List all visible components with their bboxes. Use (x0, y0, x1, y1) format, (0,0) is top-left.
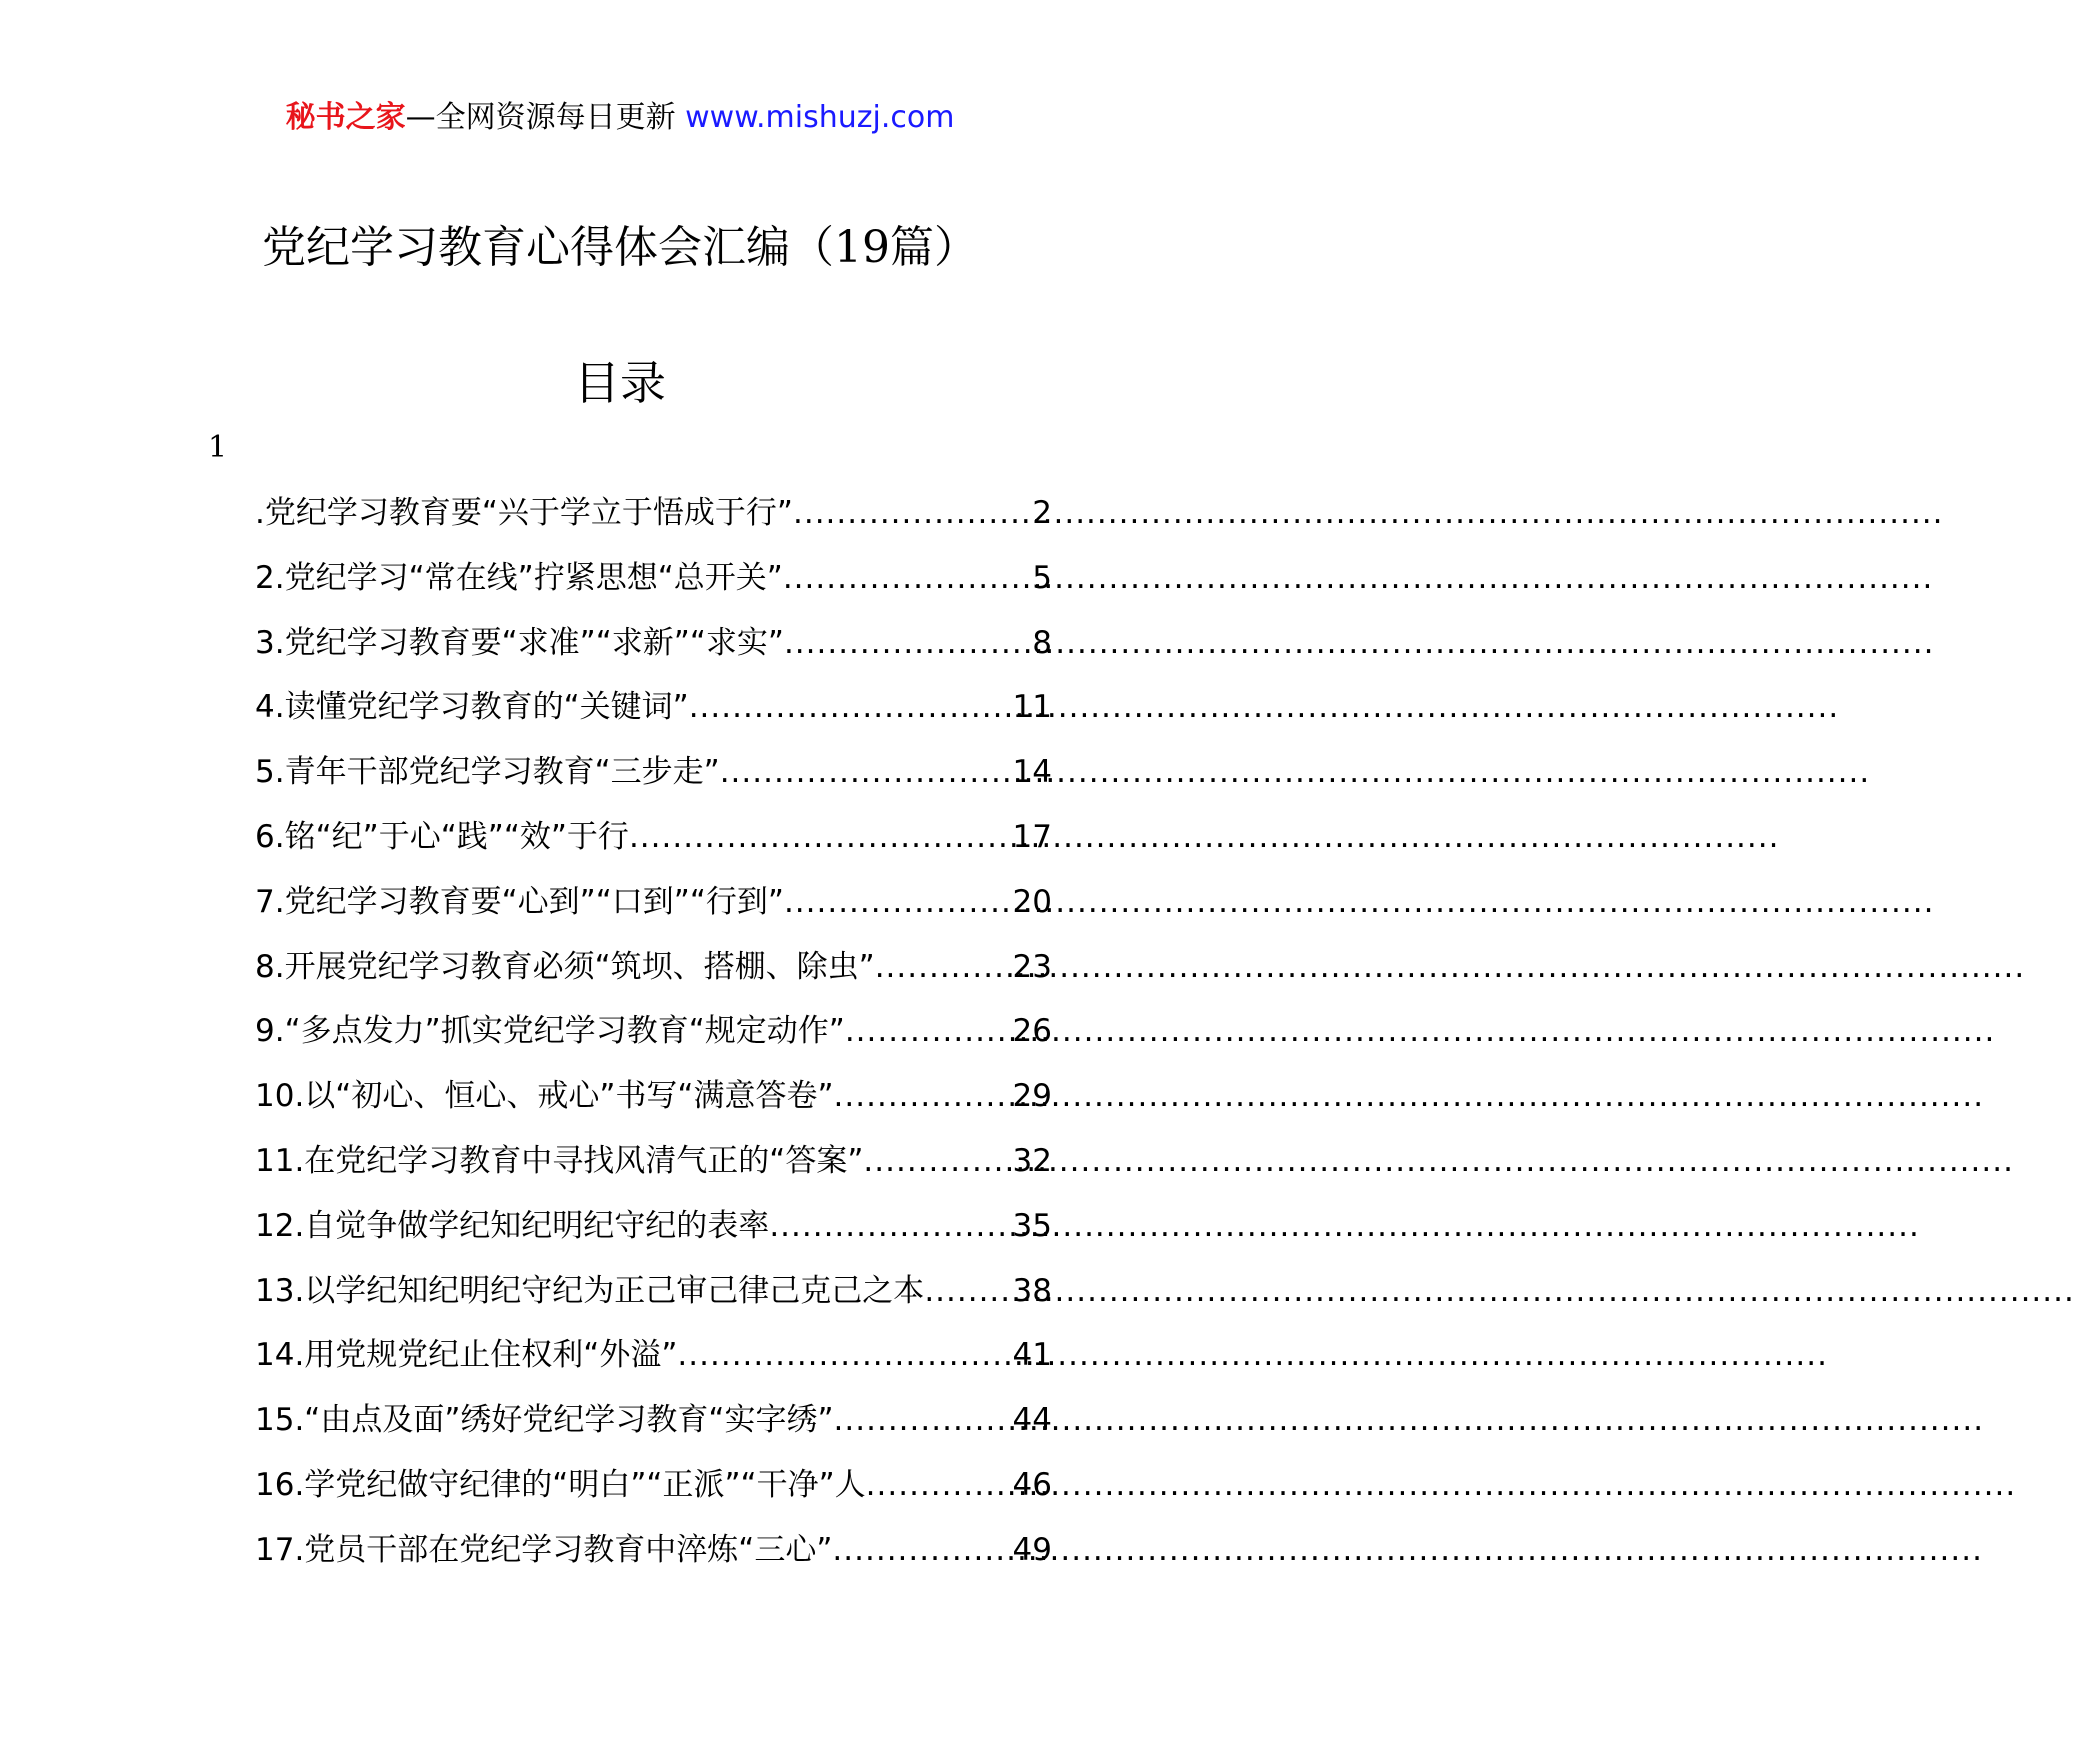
toc-page-number: 20 (1012, 883, 1052, 920)
toc-page-number: 38 (1012, 1272, 1052, 1309)
toc-page-number: 32 (1012, 1142, 1052, 1179)
toc-dot-leader (845, 1011, 1013, 1051)
toc-entry[interactable] (255, 1011, 1052, 1076)
table-of-contents (255, 493, 1052, 1595)
brand-name: 秘书之家 (285, 100, 406, 135)
toc-page-number: 5 (1032, 559, 1052, 596)
title-count: 19 (834, 222, 890, 273)
toc-entry[interactable] (255, 1335, 1052, 1400)
toc-page-number: 46 (1012, 1466, 1052, 1503)
toc-heading: 目录 (574, 356, 666, 410)
toc-dot-leader (834, 1076, 1013, 1116)
title-prefix: 党纪学习教育心得体会汇编（ (262, 222, 834, 273)
toc-page-number: 26 (1012, 1013, 1052, 1050)
toc-entry[interactable] (255, 817, 1052, 882)
toc-dot-leader (924, 1271, 1012, 1311)
toc-dot-leader (793, 493, 1032, 533)
site-banner (0, 98, 1240, 138)
toc-dot-leader (784, 623, 1032, 663)
toc-dot-leader (720, 752, 1013, 792)
toc-entry-title: 12.自觉争做学纪知纪明纪守纪的表率 (255, 1207, 770, 1244)
toc-entry-title: 6.铭“纪”于心“践”“效”于行 (255, 818, 629, 855)
toc-entry-title: 4.读懂党纪学习教育的“关键词” (255, 689, 689, 726)
toc-entry[interactable] (255, 752, 1052, 817)
toc-entry-title: .党纪学习教育要“兴于学立于悟成于行” (255, 495, 793, 531)
toc-page-number: 2 (1032, 495, 1052, 531)
title-suffix: 篇） (890, 222, 978, 273)
toc-dot-leader (783, 558, 1032, 598)
toc-entry[interactable] (255, 1141, 1052, 1206)
toc-entry[interactable] (255, 1400, 1052, 1465)
toc-dot-leader (863, 1141, 1012, 1181)
toc-entry-title: 2.党纪学习“常在线”拧紧思想“总开关” (255, 559, 783, 596)
toc-entry[interactable] (255, 1530, 1052, 1595)
toc-dot-leader (677, 1335, 1012, 1375)
toc-dot-leader (769, 1206, 1012, 1246)
toc-entry-title: 3.党纪学习教育要“求准”“求新”“求实” (255, 624, 784, 661)
toc-page-number: 29 (1012, 1078, 1052, 1115)
toc-entry[interactable] (255, 493, 1052, 558)
toc-page-number: 17 (1012, 818, 1052, 855)
toc-page-number: 41 (1012, 1337, 1052, 1374)
toc-entry[interactable] (255, 1076, 1052, 1141)
toc-entry[interactable] (255, 623, 1052, 688)
toc-dot-leader (784, 882, 1013, 922)
toc-entry-title: 14.用党规党纪止住权利“外溢” (255, 1337, 678, 1374)
toc-page-number: 44 (1012, 1402, 1052, 1439)
toc-entry-title: 8.开展党纪学习教育必须“筑坝、搭棚、除虫” (255, 948, 875, 985)
toc-page-number: 14 (1012, 754, 1052, 791)
toc-entry-title: 7.党纪学习教育要“心到”“口到”“行到” (255, 883, 784, 920)
toc-entry[interactable] (255, 687, 1052, 752)
toc-entry[interactable] (255, 558, 1052, 623)
toc-entry-title: 16.学党纪做守纪律的“明白”“正派”“干净”人 (255, 1466, 866, 1503)
site-url-link[interactable]: www.mishuzj.com (685, 100, 955, 135)
toc-entry-title: 11.在党纪学习教育中寻找风清气正的“答案” (255, 1142, 864, 1179)
toc-page-number: 35 (1012, 1207, 1052, 1244)
toc-page-number: 11 (1012, 689, 1052, 726)
toc-entry-title: 9.“多点发力”抓实党纪学习教育“规定动作” (255, 1013, 845, 1050)
toc-entry[interactable] (255, 947, 1052, 1012)
toc-entry-title: 10.以“初心、恒心、戒心”书写“满意答卷” (255, 1078, 834, 1115)
banner-tagline: —全网资源每日更新 (405, 100, 686, 135)
toc-entry[interactable] (255, 1271, 1052, 1336)
toc-page-number: 23 (1012, 948, 1052, 985)
toc-entry[interactable] (255, 882, 1052, 947)
toc-dot-leader (629, 817, 1013, 857)
toc-dot-leader (689, 687, 1013, 727)
toc-dot-leader (866, 1465, 1013, 1505)
toc-dot-leader (834, 1400, 1013, 1440)
document-title (0, 220, 1240, 276)
toc-dot-leader (875, 947, 1013, 987)
toc-entry-title: 17.党员干部在党纪学习教育中淬炼“三心” (255, 1531, 833, 1568)
toc-entry-title: 15.“由点及面”绣好党纪学习教育“实字绣” (255, 1402, 834, 1439)
toc-dot-leader (832, 1530, 1012, 1570)
toc-entry-title: 13.以学纪知纪明纪守纪为正己审己律己克己之本 (255, 1272, 925, 1309)
toc-page-number: 49 (1012, 1531, 1052, 1568)
toc-page-number: 8 (1032, 624, 1052, 661)
toc-entry-title: 5.青年干部党纪学习教育“三步走” (255, 754, 720, 791)
toc-entry[interactable] (255, 1206, 1052, 1271)
toc-entry[interactable] (255, 1465, 1052, 1530)
toc-first-number: 1 (208, 430, 228, 465)
